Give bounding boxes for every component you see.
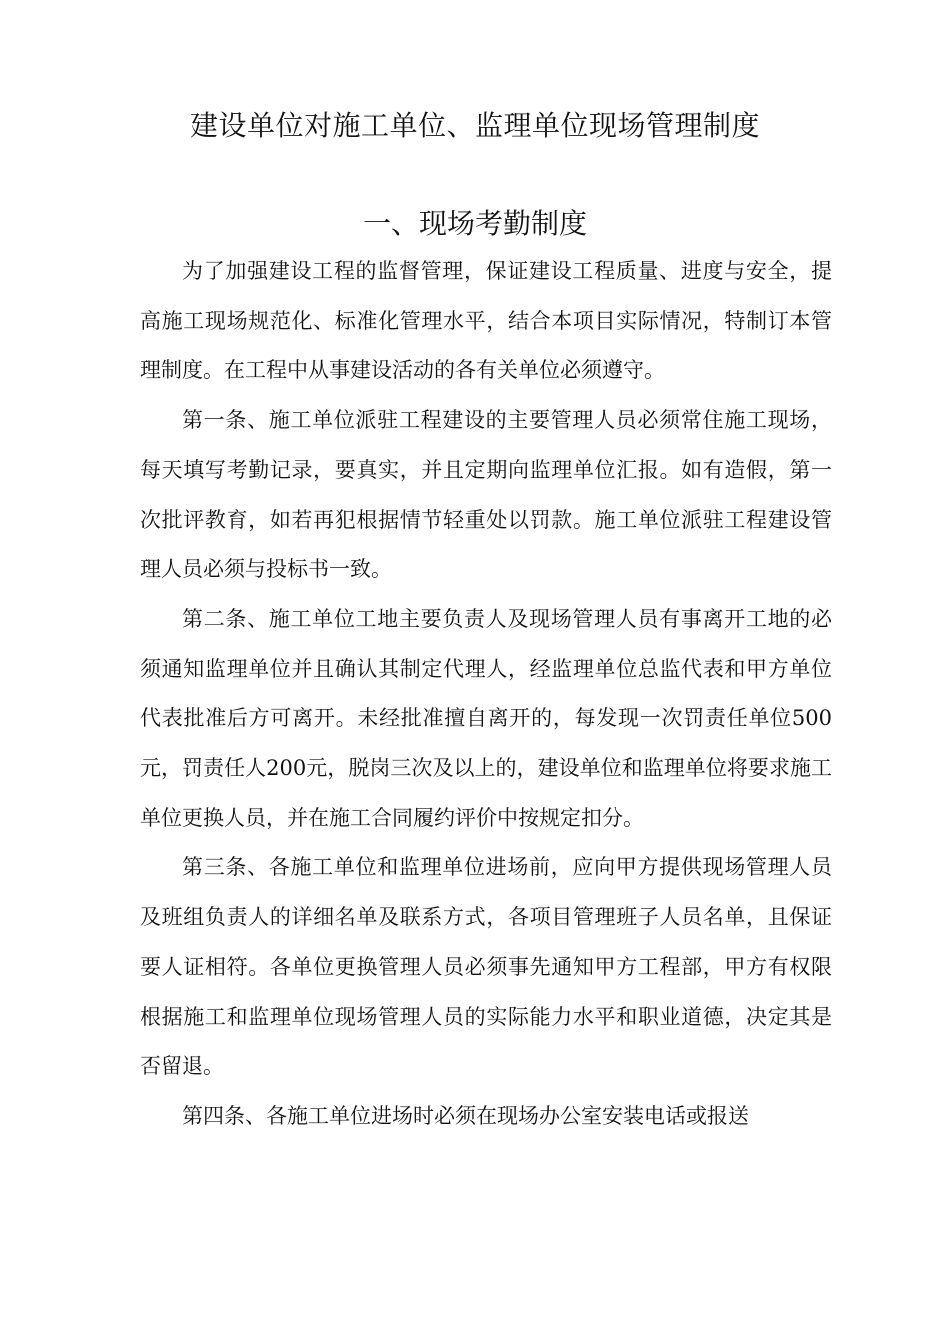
paragraph-article-3: 第三条、各施工单位和监理单位进场前，应向甲方提供现场管理人员及班组负责人的详细名单及联系方式，各项目管理班子人员名单，且保证要人证相符。各单位更换管理人员必须事先通知甲方工程部，甲方有权限根据施工和监理单位现场管理人员的实际能力水平和职业道德，决定其是否留退。 xyxy=(140,855,832,1079)
section-heading: 一、现场考勤制度 xyxy=(362,207,587,240)
paragraph-article-1: 第一条、施工单位派驻工程建设的主要管理人员必须常住施工现场，每天填写考勤记录，要真实，并且定期向监理单位汇报。如有造假，第一次批评教育，如若再犯根据情节轻重处以罚款。施工单位派驻工程建设管理人员必须与投标书一致。 xyxy=(140,408,832,582)
paragraph-article-4: 第四条、各施工单位进场时必须在现场办公室安装电话或报送 xyxy=(182,1103,749,1128)
document-body xyxy=(140,247,832,1142)
paragraph-intro: 为了加强建设工程的监督管理，保证建设工程质量、进度与安全，提高施工现场规范化、标准化管理水平，结合本项目实际情况，特制订本管理制度。在工程中从事建设活动的各有关单位必须遵守。 xyxy=(140,259,832,383)
paragraph-article-2: 第二条、施工单位工地主要负责人及现场管理人员有事离开工地的必须通知监理单位并且确认其制定代理人，经监理单位总监代表和甲方单位代表批准后方可离开。未经批准擅自离开的，每发现一次罚责任单位500元，罚责任人200元，脱岗三次及以上的，建设单位和监理单位将要求施工单位更换人员，并在施工合同履约评价中按规定扣分。 xyxy=(140,606,832,830)
document-title: 建设单位对施工单位、监理单位现场管理制度 xyxy=(189,109,760,142)
